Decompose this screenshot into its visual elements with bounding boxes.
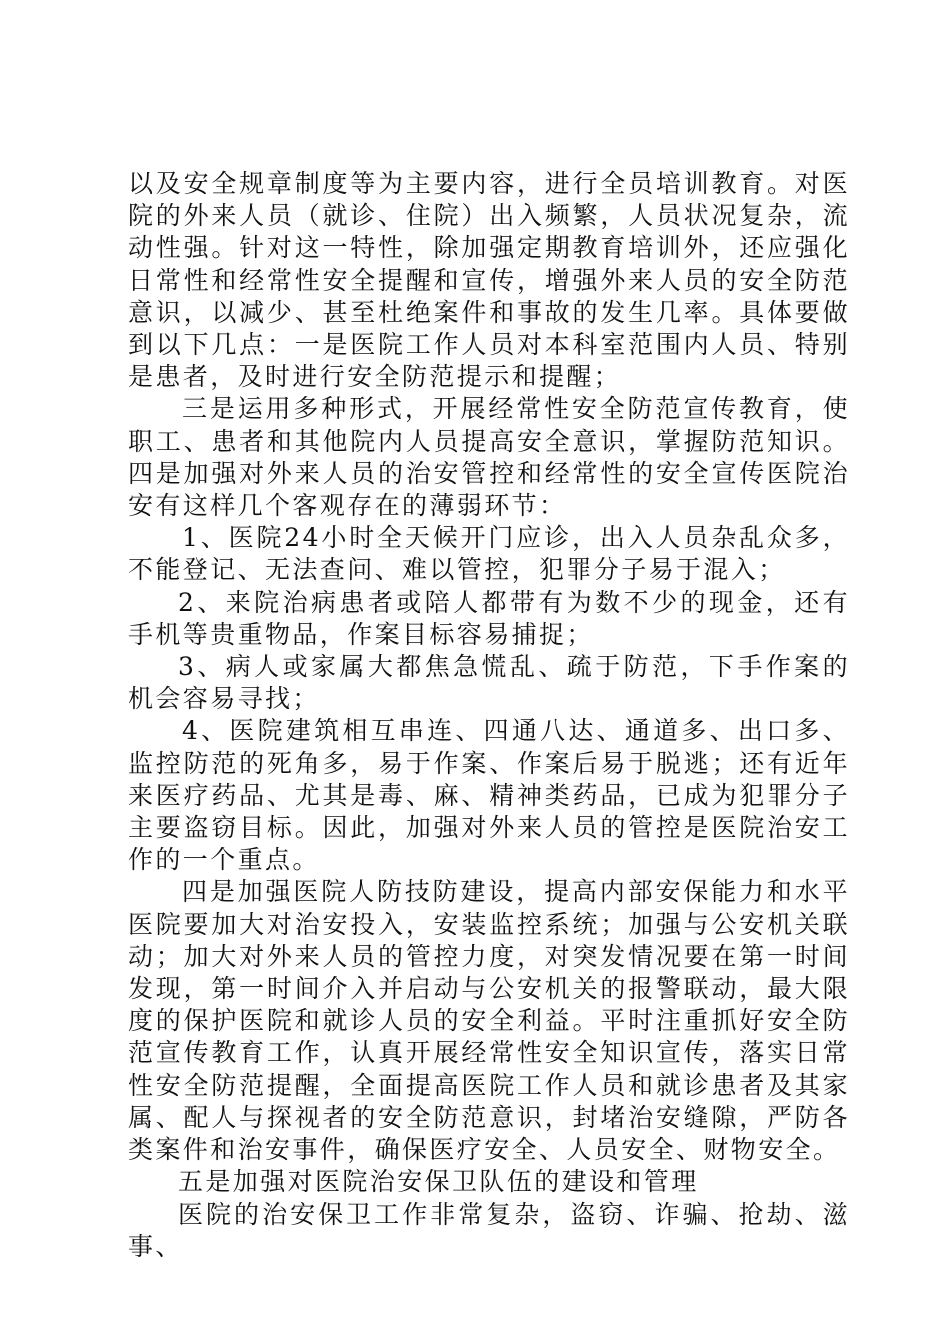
document-body: [128, 168, 850, 1263]
paragraph-training-education: 以及安全规章制度等为主要内容，进行全员培训教育。对医院的外来人员（就诊、住院）出入频繁，人员状况复杂，流动性强。针对这一特性，除加强定期教育培训外，还应强化日常性和经常性安全提醒和宣传，增强外来人员的安全防范意识，以减少、甚至杜绝案件和事故的发生几率。具体要做到以下几点：一是医院工作人员对本科室范围内人员、特别是患者，及时进行安全防范提示和提醒；: [128, 169, 850, 392]
paragraph-weakness-1: 1、医院24小时全天候开门应诊，出入人员杂乱众多，不能登记、无法查问、难以管控，犯罪分子易于混入；: [128, 523, 850, 585]
paragraph-weakness-4: 4、医院建筑相互串连、四通八达、通道多、出口多、监控防范的死角多，易于作案、作案后易于脱逃；还有近年来医疗药品、尤其是毒、麻、精神类药品，已成为犯罪分子主要盗窃目标。因此，加强对外来人员的管控是医院治安工作的一个重点。: [128, 716, 850, 875]
paragraph-point-five-heading: 五是加强对医院治安保卫队伍的建设和管理: [178, 1167, 699, 1197]
paragraph-security-complexity: 医院的治安保卫工作非常复杂，盗窃、诈骗、抢劫、滋事、: [128, 1199, 850, 1261]
paragraph-point-four: 四是加强医院人防技防建设，提高内部安保能力和水平医院要加大对治安投入，安装监控系统；加强与公安机关联动；加大对外来人员的管控力度，对突发情况要在第一时间发现，第一时间介入并启动与公安机关的报警联动，最大限度的保护医院和就诊人员的安全利益。平时注重抓好安全防范宣传教育工作，认真开展经常性安全知识宣传，落实日常性安全防范提醒，全面提高医院工作人员和就诊患者及其家属、配人与探视者的安全防范意识，封堵治安缝隙，严防各类案件和治安事件，确保医疗安全、人员安全、财物安全。: [128, 877, 850, 1165]
paragraph-point-three: 三是运用多种形式，开展经常性安全防范宣传教育，使职工、患者和其他院内人员提高安全意识，掌握防范知识。四是加强对外来人员的治安管控和经常性的安全宣传医院治安有这样几个客观存在的薄弱环节：: [128, 394, 850, 521]
paragraph-weakness-3: 3、病人或家属大都焦急慌乱、疏于防范，下手作案的机会容易寻找；: [128, 652, 850, 714]
paragraph-weakness-2: 2、来院治病患者或陪人都带有为数不少的现金，还有手机等贵重物品，作案目标容易捕捉；: [128, 587, 850, 649]
